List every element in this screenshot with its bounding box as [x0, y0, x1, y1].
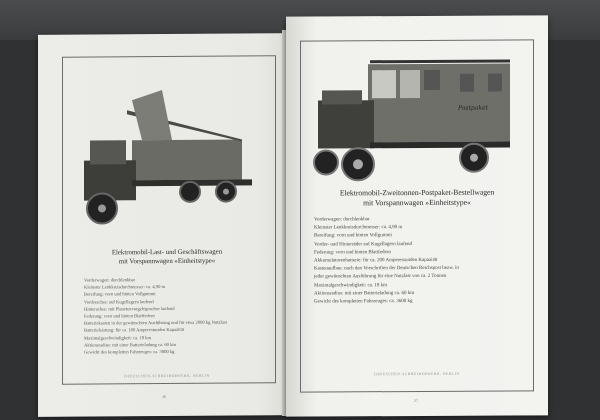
left-footer: DEPESCHEN-SCHREIBERWERK, BERLIN — [124, 373, 210, 379]
spec-line: Vorderwagen: durchlenkbar — [84, 277, 136, 283]
spec-line: Maximalgeschwindigkeit: ca. 18 km — [314, 282, 388, 289]
truck-photo-left — [72, 79, 262, 230]
spec-line: Maximalgeschwindigkeit: ca. 18 km — [84, 334, 152, 341]
left-spec-list — [84, 275, 270, 356]
right-footer: DEPESCHEN-SCHREIBERWERK, BERLIN — [374, 371, 460, 377]
spec-line: Aktionsradius: mit einer Batterieladung ca. 60 km — [314, 290, 415, 297]
truck-photo-right — [310, 49, 520, 190]
left-caption — [78, 247, 256, 266]
spec-line: Vorderachse: auf Kugellagern laufend — [84, 298, 154, 305]
spec-line: Vorder- und Hinterräder auf Kugellagern laufend — [314, 241, 412, 248]
spec-line: Kleinster Lenkkreisdurchmesser: ca. 4,90 m — [84, 284, 166, 290]
spec-line: Bereifung: vorn und hinten Vollgummi — [84, 291, 156, 297]
spec-line: Gewicht des kompletten Fahrzeuges: ca. 3000 kg — [84, 348, 175, 355]
spec-line: jeder gewünschten Ausführung für eine Nutzlast von ca. 2 Tonnen — [314, 274, 447, 280]
right-page — [286, 15, 548, 416]
spec-line: Federung: vorn und hinten Blattfedern — [84, 313, 155, 319]
right-caption-line2: mit Vorspannwagen »Einheitstype« — [363, 197, 471, 208]
right-spec-list — [314, 215, 528, 306]
spec-line: Aktionsradius: mit einer Batterieladung ca. 60 km — [84, 341, 176, 348]
left-page-number: 26 — [162, 394, 166, 400]
spec-line: Federung: vorn und hinten Blattfedern — [314, 249, 391, 256]
spec-line: Akkumulatorenbatterie: für ca. 200 Amperestunden Kapazität — [314, 257, 438, 264]
spec-line: Kastenaufbau: nach den Vorschriften der Deutschen Reichspost bezw. in — [314, 265, 459, 272]
right-caption-line1: Elektromobil-Zweitonnen-Postpaket-Bestellwagen — [339, 187, 495, 198]
right-caption — [304, 187, 530, 208]
spec-line: Bereifung: vorn und hinten Vollgummi — [314, 233, 392, 239]
left-caption-line1: Elektromobil-Last- und Geschäftswagen — [111, 248, 223, 257]
spec-line: Vorderwagen: durchlenkbar — [314, 217, 370, 223]
vehicle-lettering: Postpaket — [458, 104, 488, 112]
spec-line: Batterieleistung: für ca. 100 Amperestunden Kapazität — [84, 327, 185, 334]
spec-line: Batteriekasten in der gewünschten Ausführung und für etwa 2000 kg Nutzlast — [84, 319, 227, 326]
right-page-number: 27 — [414, 397, 418, 404]
left-page — [38, 33, 296, 417]
left-caption-line2: mit Vorspannwagen »Einheitstype« — [118, 257, 216, 266]
spec-line: Gewicht des kompletten Fahrzeuges: ca. 3600 kg — [314, 299, 413, 305]
spec-line: Kleinster Lenkkreisdurchmesser: ca. 4,90 m — [314, 225, 403, 231]
spec-line: Hinterachse: mit Planetenvorgelegeachse laufend — [84, 305, 175, 312]
